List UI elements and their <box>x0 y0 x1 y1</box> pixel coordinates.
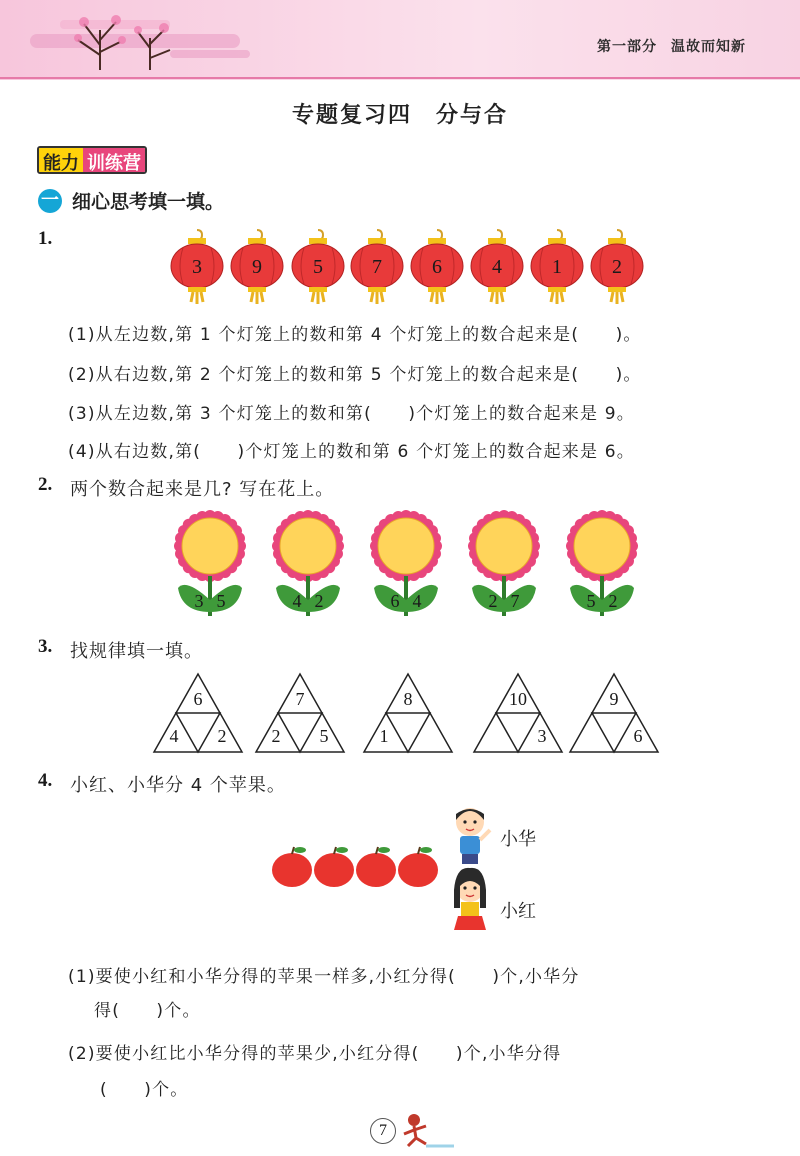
lantern-row <box>0 228 800 308</box>
flower-row <box>0 508 800 628</box>
boy-name: 小华 <box>500 829 536 850</box>
flower-left-number: 4 <box>292 591 302 611</box>
triangle-left-number: 4 <box>169 726 179 746</box>
flower-right-number: 5 <box>216 591 226 611</box>
runner-icon <box>396 1110 456 1150</box>
flower-right-number: 7 <box>510 591 520 611</box>
lantern-icon <box>411 230 463 304</box>
triangle-right-number: 2 <box>217 726 227 746</box>
lantern-number: 3 <box>192 256 202 278</box>
flower-right-number: 2 <box>314 591 324 611</box>
q4-line-2a: (2)要使小红比小华分得的苹果少,小红分得( )个,小华分得 <box>68 1044 562 1064</box>
lantern-number: 7 <box>372 256 382 278</box>
flower-icon <box>468 510 540 616</box>
section-number: 一 <box>38 189 62 213</box>
flower-icon <box>174 510 246 616</box>
header-band <box>0 0 800 80</box>
badge-right: 训练营 <box>83 148 145 172</box>
lantern-icon <box>591 230 643 304</box>
q3-number: 3. <box>38 636 53 657</box>
lantern-icon <box>471 230 523 304</box>
ability-badge <box>37 146 147 174</box>
number-triangle <box>474 674 562 752</box>
flower-right-number: 2 <box>608 591 618 611</box>
page-title: 专题复习四 分与合 <box>291 103 508 128</box>
lantern-number: 6 <box>432 256 442 278</box>
q1-line-3: (3)从左边数,第 3 个灯笼上的数和第( )个灯笼上的数合起来是 9。 <box>68 404 635 424</box>
triangle-top-number: 8 <box>403 689 413 709</box>
section-title: 细心思考填一填。 <box>72 191 225 213</box>
flower-left-number: 6 <box>390 591 400 611</box>
apple-icon <box>356 847 396 887</box>
number-triangle <box>154 674 242 752</box>
q2-number: 2. <box>38 474 53 495</box>
lantern-icon <box>292 230 344 304</box>
q1-line-2: (2)从右边数,第 2 个灯笼上的数和第 5 个灯笼上的数合起来是( )。 <box>68 365 642 385</box>
lantern-number: 4 <box>492 256 502 278</box>
apple-icon <box>314 847 354 887</box>
triangle-right-number: 5 <box>319 726 329 746</box>
apple-icon <box>398 847 438 887</box>
q1-line-1: (1)从左边数,第 1 个灯笼上的数和第 4 个灯笼上的数合起来是( )。 <box>68 325 642 345</box>
number-triangle <box>364 674 452 752</box>
triangle-left-number: 1 <box>379 726 389 746</box>
triangle-top-number: 7 <box>295 689 305 709</box>
girl-icon <box>454 868 486 930</box>
q4-line-1b: 得( )个。 <box>94 1001 201 1021</box>
girl-name: 小红 <box>500 901 536 922</box>
q2-text: 两个数合起来是几? 写在花上。 <box>70 479 335 500</box>
number-triangle <box>570 674 658 752</box>
lantern-icon <box>171 230 223 304</box>
part-label: 第一部分 <box>597 39 657 55</box>
q1-number: 1. <box>38 228 53 249</box>
apple-icon <box>272 847 312 887</box>
triangle-top-number: 10 <box>509 689 527 709</box>
apple-scene <box>0 800 800 940</box>
flower-left-number: 3 <box>194 591 204 611</box>
q4-line-1a: (1)要使小红和小华分得的苹果一样多,小红分得( )个,小华分 <box>68 967 580 987</box>
triangle-right-number: 6 <box>633 726 643 746</box>
flower-icon <box>370 510 442 616</box>
lantern-number: 5 <box>313 256 323 278</box>
flower-left-number: 2 <box>488 591 498 611</box>
flower-left-number: 5 <box>586 591 596 611</box>
section-heading <box>38 187 224 214</box>
lantern-number: 2 <box>612 256 622 278</box>
part-title <box>597 36 746 56</box>
q4-line-2b: ( )个。 <box>100 1080 189 1100</box>
part-subtitle: 温故而知新 <box>671 39 746 55</box>
lantern-icon <box>531 230 583 304</box>
lantern-icon <box>231 230 283 304</box>
flower-icon <box>272 510 344 616</box>
lantern-icon <box>351 230 403 304</box>
boy-icon <box>456 808 490 864</box>
badge-left: 能力 <box>39 148 83 172</box>
q4-number: 4. <box>38 770 53 791</box>
q4-text: 小红、小华分 4 个苹果。 <box>70 775 286 796</box>
flower-icon <box>566 510 638 616</box>
q1-line-4: (4)从右边数,第( )个灯笼上的数和第 6 个灯笼上的数合起来是 6。 <box>68 442 635 462</box>
lantern-number: 1 <box>552 256 562 278</box>
number-triangle <box>256 674 344 752</box>
triangle-top-number: 9 <box>609 689 619 709</box>
triangle-top-number: 6 <box>193 689 203 709</box>
q3-text: 找规律填一填。 <box>70 641 203 662</box>
triangle-right-number: 3 <box>537 726 547 746</box>
triangle-left-number: 2 <box>271 726 281 746</box>
flower-right-number: 4 <box>412 591 422 611</box>
lantern-number: 9 <box>252 256 262 278</box>
page-number: 7 <box>370 1118 396 1144</box>
triangle-row <box>0 670 800 760</box>
